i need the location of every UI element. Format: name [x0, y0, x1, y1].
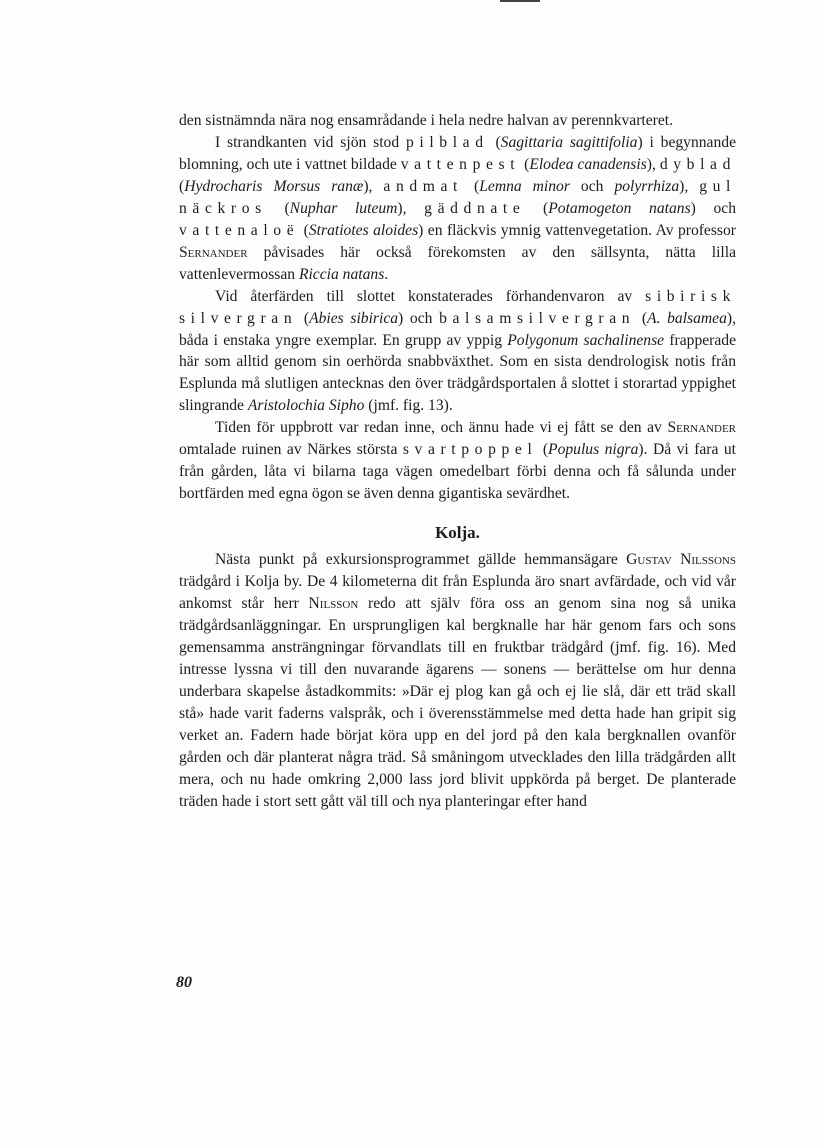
latin-name: Nuphar luteum	[289, 199, 398, 217]
latin-name: Populus nigra	[548, 441, 639, 459]
paragraph-5: Nästa punkt på exkursionsprogrammet gällde hemmansägare Gustav Nilssons trädgård i Kolja by. De 4 kilometerna dit från Esplunda äro snart avfärdade, och vid vår ankomst står herr Nilsson redo att själv föra oss an genom sina nog så unika trädgårdsanläggningar. En ursprungligen kal bergknalle har här genom fars och sons gemensamma ansträngningar förvandlats till en fruktbar trädgård (jmf. fig. 16). Med intresse lyssna vi till den nuvarande ägarens — sonens — berättelse om hur denna underbara skapelse åstadkommits: »Där ej plog kan gå och ej lie slå, där ett träd skall stå» hade varit faderns valspråk, och i överensstämmelse med detta hade han gripit sig verket an. Fadern hade börjat köra upp en del jord på den kala bergknallen ovanför gården och där planterat några träd. Så småningom utvecklades den lilla trädgården allt mera, och nu hade omkring 2,000 lass jord blivit uppkörda på berget. De planterade träden hade i stort sett gått väl till och nya planteringar efter hand	[179, 551, 736, 810]
latin-name: Lemna minor	[479, 177, 570, 195]
person-name: Sernander	[179, 243, 248, 261]
person-name: Nilsson	[308, 595, 359, 613]
person-name: Gustav Nilssons	[626, 551, 736, 569]
common-name: balsamsilvergran	[439, 309, 636, 327]
common-name: dyblad	[659, 155, 736, 173]
paragraph-2: I strandkanten vid sjön stod pilblad (Sagittaria sagittifolia) i begynnande blomning, och ute i vattnet bildade vattenpest (Elodea canadensis), dyblad (Hydrocharis Morsus ranæ), andmat (Lemna minor och polyrrhiza), gul näckros (Nuphar luteum), gäddnate (Potamogeton natans) och vattenaloë (Stratiotes aloides) en fläckvis ymnig vattenvegetation. Av professor Sernander påvisades här också förekomsten av den sällsynta, nätta lilla vattenlevermossan Riccia natans.	[179, 133, 737, 283]
common-name: andmat	[383, 177, 464, 195]
latin-name: Stratiotes aloides	[308, 221, 419, 239]
latin-name: Aristolochia Sipho	[247, 397, 365, 415]
latin-name: Polygonum sachalinense	[507, 331, 665, 349]
latin-name: Elodea canadensis	[529, 155, 647, 173]
paragraph-3: Vid återfärden till slottet konstaterades förhandenvaron av sibirisk silvergran (Abies sibirica) och balsamsilvergran (A. balsamea), båda i enstaka yngre exemplar. En grupp av yppig Polygonum sachalinense frapperade här som alltid genom sin oerhörda snabbväxthet. Som en sista dendrologisk notis från Esplunda må slutligen antecknas den över trädgårdsportalen å slottet i storartad yppighet slingrande Aristolochia Sipho (jmf. fig. 13).	[179, 287, 736, 415]
common-name: vattenaloë	[179, 221, 300, 239]
latin-name: Hydrocharis Morsus ranæ	[184, 177, 364, 195]
paragraph-4: Tiden för uppbrott var redan inne, och ännu hade vi ej fått se den av Sernander omtalade ruinen av Närkes största svartpoppel (Populus nigra). Då vi fara ut från gården, låta vi bilarna taga vägen omedelbart förbi denna och få sålunda under bortfärden med egna ögon se även denna gigantiska sevärdhet.	[179, 419, 737, 503]
common-name: gul näckros	[179, 177, 737, 217]
paragraph-1: den sistnämnda nära nog ensamrådande i hela nedre halvan av perennkvarteret.	[179, 112, 674, 129]
latin-name: Sagittaria sagittifolia	[500, 133, 638, 151]
latin-name: Potamogeton natans	[548, 199, 691, 217]
common-name: sibirisk silvergran	[179, 287, 736, 327]
common-name: svartpoppel	[402, 441, 538, 459]
latin-name: polyrrhiza	[614, 177, 680, 195]
body-text	[179, 110, 736, 813]
top-edge-rule	[500, 0, 540, 2]
common-name: pilblad	[405, 133, 489, 151]
person-name: Sernander	[667, 419, 736, 437]
common-name: vattenpest	[400, 155, 521, 173]
latin-name: A. balsamea	[647, 309, 727, 327]
page-number: 80	[176, 974, 192, 991]
latin-name: Riccia natans	[298, 265, 385, 283]
latin-name: Abies sibirica	[309, 309, 399, 327]
common-name: gäddnate	[424, 199, 526, 217]
section-heading: Kolja.	[435, 523, 480, 543]
